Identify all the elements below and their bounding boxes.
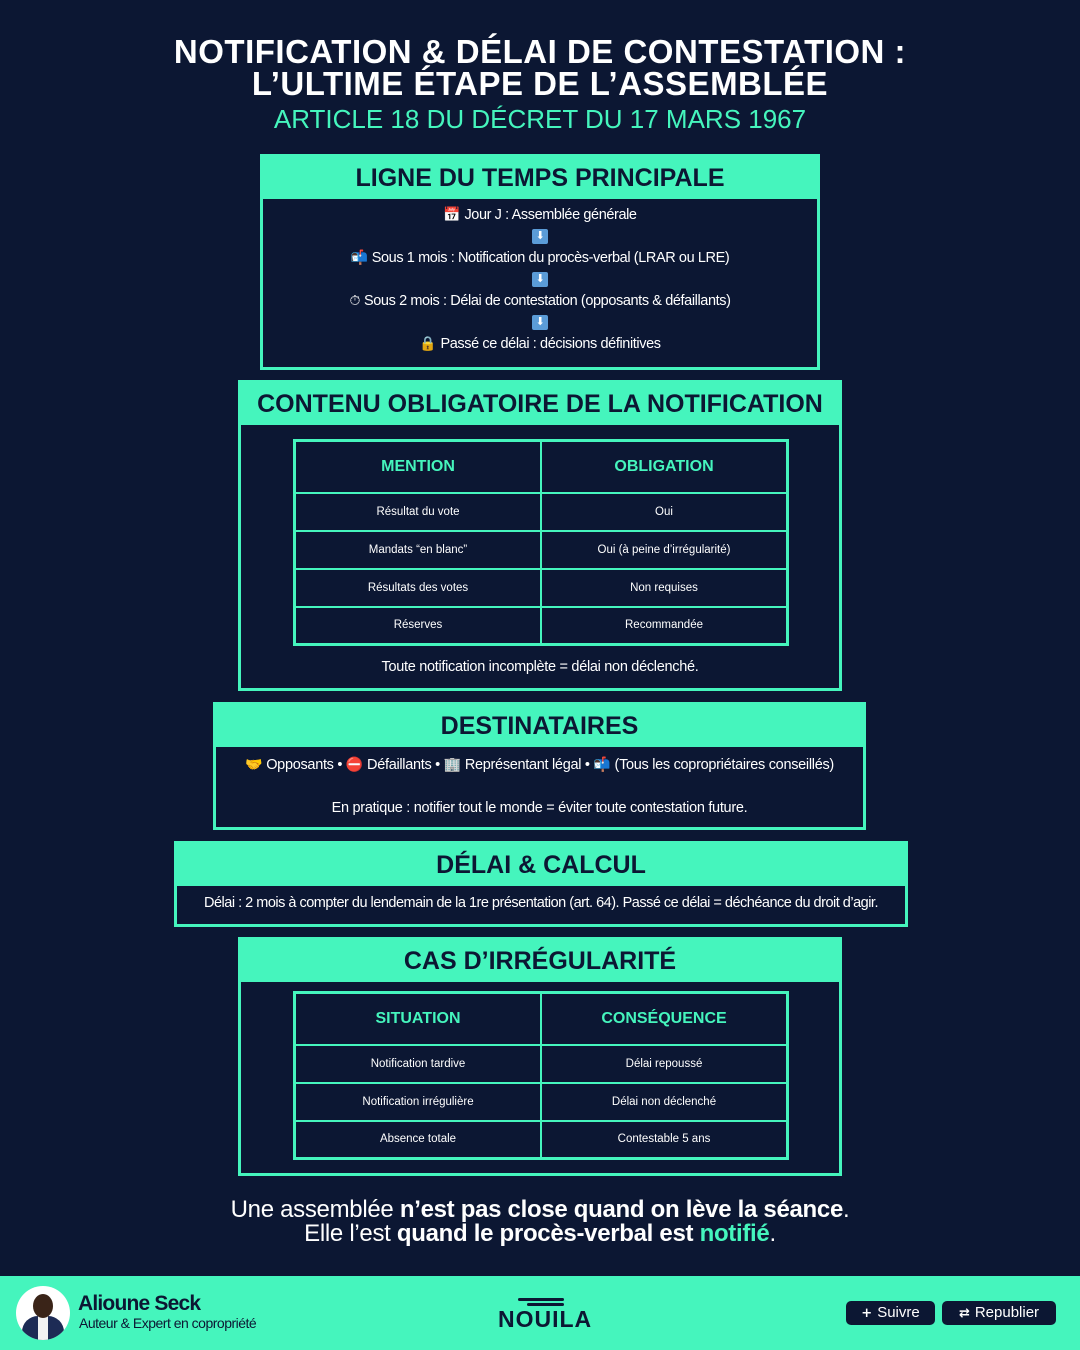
destinataires-note: En pratique : notifier tout le monde = éviter toute contestation future. xyxy=(331,800,748,816)
closing-accent: notifié xyxy=(699,1220,770,1247)
separator: • xyxy=(435,757,440,773)
contenu-title: CONTENU OBLIGATOIRE DE LA NOTIFICATION xyxy=(241,383,839,425)
timeline-list xyxy=(263,199,817,356)
irregularite-title: CAS D’IRRÉGULARITÉ xyxy=(241,940,839,982)
table-row xyxy=(295,569,788,607)
contenu-table xyxy=(293,439,789,646)
repost-button-label: Republier xyxy=(974,1304,1040,1321)
closing-line-1 xyxy=(0,1198,1080,1222)
page-subtitle: ARTICLE 18 DU DÉCRET DU 17 MARS 1967 xyxy=(273,104,807,134)
page-title-line-1: NOTIFICATION & DÉLAI DE CONTESTATION : xyxy=(173,33,907,70)
delai-title: DÉLAI & CALCUL xyxy=(177,844,905,886)
closing-text: . xyxy=(843,1196,850,1223)
timeline-step xyxy=(263,291,817,313)
arrow-down-icon: ⬇ xyxy=(532,229,548,244)
arrow-down-icon: ⬇ xyxy=(532,272,548,287)
table-cell: Délai repoussé xyxy=(541,1045,788,1083)
table-cell: Recommandée xyxy=(541,607,788,645)
table-cell: Mandats “en blanc” xyxy=(295,531,542,569)
building-icon: 🏢 xyxy=(443,757,461,773)
recipient-label: (Tous les copropriétaires conseillés) xyxy=(614,757,834,773)
arrow-down-icon: ⬇ xyxy=(532,315,548,330)
timeline-section xyxy=(260,154,820,370)
author-role: Auteur & Expert en copropriété xyxy=(79,1315,257,1331)
separator: • xyxy=(337,757,343,773)
closing-text: . xyxy=(769,1220,776,1247)
recipient-label: Opposants xyxy=(266,757,334,773)
lock-icon: 🔒 xyxy=(419,336,437,352)
table-cell: Notification tardive xyxy=(295,1045,542,1083)
table-cell: Oui (à peine d’irrégularité) xyxy=(541,531,788,569)
delai-section xyxy=(174,841,908,927)
table-row xyxy=(295,607,788,645)
follow-button-label: Suivre xyxy=(877,1304,920,1321)
closing-statement xyxy=(0,1198,1080,1246)
footer-bar xyxy=(0,1276,1080,1350)
irregularite-table xyxy=(293,991,789,1160)
page-header xyxy=(0,33,1080,136)
mailbox-icon: 📬 xyxy=(350,250,368,266)
timeline-step xyxy=(263,248,817,270)
logo-mark-icon xyxy=(518,1298,564,1304)
destinataires-title: DESTINATAIRES xyxy=(216,705,863,747)
column-header-obligation: OBLIGATION xyxy=(541,441,788,493)
page-title-line-2: L’ULTIME ÉTAPE DE L’ASSEMBLÉE xyxy=(251,65,829,102)
handshake-icon: 🤝 xyxy=(245,757,263,773)
timeline-title: LIGNE DU TEMPS PRINCIPALE xyxy=(263,157,817,199)
repost-button[interactable] xyxy=(942,1301,1056,1325)
closing-emphasis: n’est pas close quand on lève la séance xyxy=(399,1196,843,1223)
table-cell: Résultats des votes xyxy=(295,569,542,607)
avatar[interactable] xyxy=(16,1286,70,1340)
table-cell: Délai non déclenché xyxy=(541,1083,788,1121)
closing-emphasis: quand le procès-verbal est xyxy=(396,1220,700,1247)
contenu-section xyxy=(238,380,842,691)
recipient-label: Représentant légal xyxy=(464,757,582,773)
table-cell: Absence totale xyxy=(295,1121,542,1159)
contenu-note: Toute notification incomplète = délai non déclenché. xyxy=(381,659,699,675)
timeline-step-text: Sous 1 mois : Notification du procès-verbal (LRAR ou LRE) xyxy=(371,250,730,266)
column-header-consequence: CONSÉQUENCE xyxy=(541,993,788,1045)
table-cell: Notification irrégulière xyxy=(295,1083,542,1121)
delai-text: Délai : 2 mois à compter du lendemain de la 1re présentation (art. 64). Passé ce délai = déchéance du droit d’agir. xyxy=(204,895,878,911)
column-header-mention: MENTION xyxy=(295,441,542,493)
table-header-row xyxy=(295,441,788,493)
timeline-step-text: Sous 2 mois : Délai de contestation (opposants & défaillants) xyxy=(364,293,731,309)
irregularite-section xyxy=(238,937,842,1176)
recipient-label: Défaillants xyxy=(367,757,432,773)
timeline-step xyxy=(263,205,817,227)
table-row xyxy=(295,531,788,569)
follow-button[interactable] xyxy=(846,1301,935,1325)
table-row xyxy=(295,493,788,531)
no-entry-icon: ⛔ xyxy=(345,757,364,773)
table-cell: Oui xyxy=(541,493,788,531)
destinataires-list xyxy=(216,757,863,773)
timeline-step xyxy=(263,334,817,356)
table-row xyxy=(295,1121,788,1159)
closing-line-2 xyxy=(0,1222,1080,1246)
timeline-step-text: Passé ce délai : décisions définitives xyxy=(440,336,661,352)
calendar-icon: 📅 xyxy=(443,207,461,223)
separator: • xyxy=(584,757,590,773)
table-row xyxy=(295,1045,788,1083)
stopwatch-icon: ⏱ xyxy=(349,293,360,309)
destinataires-section xyxy=(213,702,866,830)
table-row xyxy=(295,1083,788,1121)
table-cell: Contestable 5 ans xyxy=(541,1121,788,1159)
repost-icon: ⇄ xyxy=(958,1306,970,1321)
author-name[interactable]: Alioune Seck xyxy=(78,1292,201,1315)
column-header-situation: SITUATION xyxy=(295,993,542,1045)
closing-text: Elle l’est xyxy=(304,1220,397,1247)
timeline-step-text: Jour J : Assemblée générale xyxy=(464,207,637,223)
closing-text: Une assemblée xyxy=(230,1196,400,1223)
plus-icon: + xyxy=(861,1306,873,1321)
table-cell: Réserves xyxy=(295,607,542,645)
mailbox-icon: 📬 xyxy=(593,757,611,773)
brand-logo xyxy=(498,1296,593,1336)
table-cell: Non requises xyxy=(541,569,788,607)
logo-text: NOUILA xyxy=(498,1306,593,1332)
table-cell: Résultat du vote xyxy=(295,493,542,531)
table-header-row xyxy=(295,993,788,1045)
